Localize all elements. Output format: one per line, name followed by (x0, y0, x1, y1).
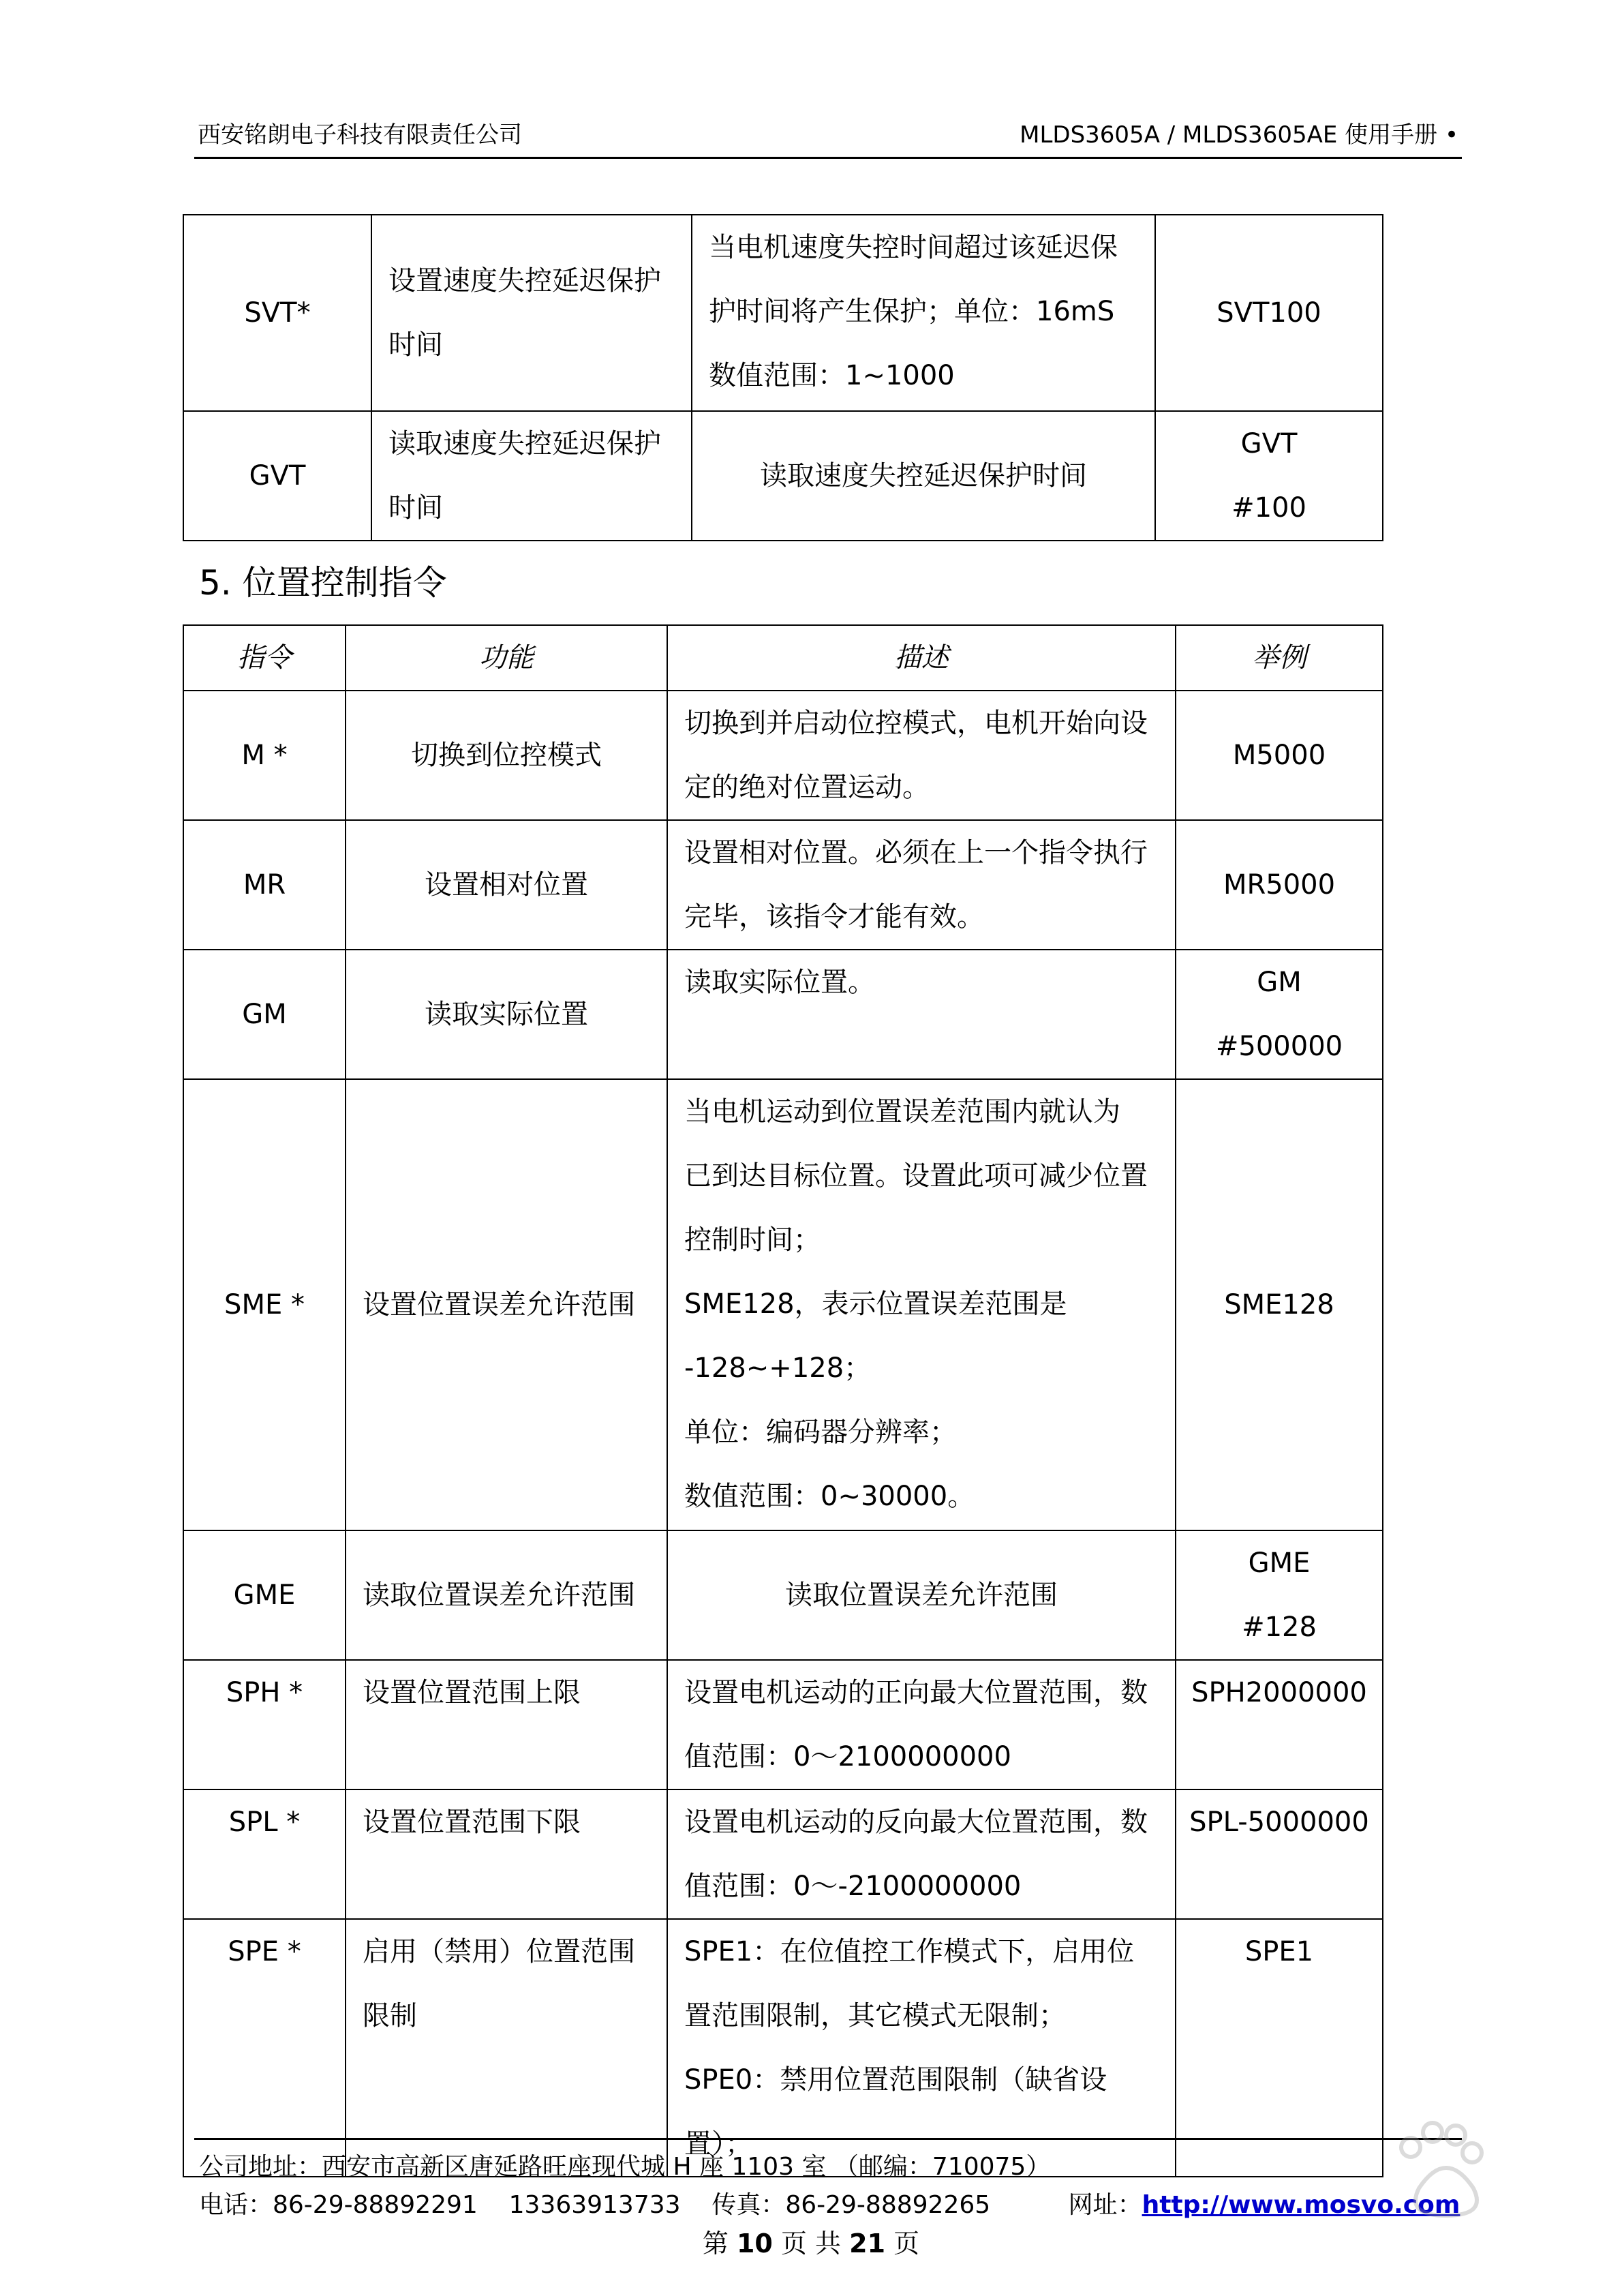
example-cell (1176, 1660, 1383, 1789)
description-cell-line: -128~+128； (684, 1353, 872, 1384)
description-cell-line: SPE0：禁用位置范围限制（缺省设置）； (684, 2064, 1107, 2160)
command-cell: SPH * (183, 1660, 346, 1789)
example-cell (1176, 1530, 1383, 1660)
command-cell: SVT* (183, 215, 371, 411)
description-cell-line: 设置电机运动的正向最大位置范围，数 (684, 1677, 1148, 1708)
command-cell: GM (183, 950, 346, 1079)
function-cell (346, 1079, 667, 1530)
description-cell-line: SPE1：在位值控工作模式下，启用位 (684, 1936, 1135, 1967)
example-cell (1176, 1079, 1383, 1530)
function-cell-line: 读取速度失控延迟保护 (388, 428, 661, 459)
description-cell (667, 1660, 1176, 1789)
description-cell-line: 设置电机运动的反向最大位置范围，数 (684, 1807, 1148, 1838)
example-cell-line: SVT100 (1216, 297, 1321, 329)
example-cell (1155, 215, 1383, 411)
description-cell-line: 数值范围：0~30000。 (684, 1481, 975, 1512)
example-cell-line: GVT (1240, 428, 1298, 459)
description-cell-line: 读取速度失控延迟保护时间 (760, 460, 1087, 492)
example-cell (1176, 820, 1383, 950)
description-cell (667, 820, 1176, 950)
description-cell-line: 控制时间； (684, 1224, 821, 1256)
command-cell: SPL * (183, 1789, 346, 1919)
example-cell (1176, 950, 1383, 1079)
example-cell-line: #500000 (1215, 1031, 1343, 1062)
function-cell (346, 820, 667, 950)
page-prefix: 第 (702, 2229, 737, 2259)
description-cell-line: 读取位置误差允许范围 (785, 1580, 1058, 1611)
command-cell: SPE * (183, 1919, 346, 2177)
function-cell (346, 1530, 667, 1660)
example-cell (1155, 411, 1383, 541)
header-company: 西安铭朗电子科技有限责任公司 (198, 121, 522, 149)
table-row (183, 215, 1383, 411)
example-cell-line: SPE1 (1244, 1936, 1314, 1967)
section-title: 5. 位置控制指令 (199, 563, 447, 603)
description-cell-line: 定的绝对位置运动。 (684, 772, 930, 803)
example-cell-line: MR5000 (1223, 869, 1336, 901)
table-row (183, 820, 1383, 950)
function-cell-line: 时间 (388, 492, 443, 524)
table-header-row (183, 625, 1383, 691)
description-cell-line: 设置相对位置。必须在上一个指令执行 (684, 837, 1148, 868)
function-cell-line: 设置相对位置 (425, 869, 588, 901)
description-cell (692, 411, 1155, 541)
example-cell-line: #100 (1231, 492, 1306, 524)
table-row (183, 1660, 1383, 1789)
function-cell-line: 设置速度失控延迟保护 (388, 265, 661, 297)
example-cell (1176, 691, 1383, 820)
description-cell-line: 读取实际位置。 (684, 967, 875, 998)
description-cell-line: 当电机速度失控时间超过该延迟保 (709, 232, 1118, 263)
description-cell-line: 完毕，该指令才能有效。 (684, 901, 984, 933)
function-cell-line: 切换到位控模式 (411, 740, 602, 771)
footer-phone: 电话：86-29-88892291 13363913733 传真：86-29-88892265 网址： (199, 2191, 1142, 2219)
header-example: 举例 (1176, 625, 1383, 691)
description-cell (667, 950, 1176, 1079)
function-cell (371, 411, 692, 541)
function-cell-line: 启用（禁用）位置范围 (363, 1936, 635, 1967)
footer-address: 公司地址：西安市高新区唐延路旺座现代城 H 座 1103 室 （邮编：710075） (199, 2153, 1051, 2181)
example-cell-line: M5000 (1232, 740, 1326, 771)
description-cell-line: 护时间将产生保护；单位：16mS (709, 296, 1115, 327)
example-cell-line: GM (1257, 967, 1302, 998)
function-cell-line: 设置位置误差允许范围 (363, 1289, 635, 1320)
function-cell-line: 设置位置范围上限 (363, 1677, 581, 1708)
example-cell-line: GME (1248, 1547, 1311, 1579)
description-cell-line: 值范围：0～2100000000 (684, 1741, 1011, 1772)
page-total: 21 (849, 2229, 886, 2259)
example-cell (1176, 1789, 1383, 1919)
table-row (183, 950, 1383, 1079)
function-cell (346, 691, 667, 820)
description-cell-line: 数值范围：1~1000 (709, 360, 955, 391)
function-cell-line: 读取实际位置 (425, 999, 588, 1030)
speed-command-table (183, 214, 1383, 541)
baidu-watermark-logo (1240, 2100, 1540, 2263)
description-cell (692, 215, 1155, 411)
header-function: 功能 (346, 625, 667, 691)
description-cell-line: 切换到并启动位控模式，电机开始向设 (684, 708, 1148, 739)
command-cell: GME (183, 1530, 346, 1660)
function-cell-line: 设置位置范围下限 (363, 1807, 581, 1838)
function-cell-line: 读取位置误差允许范围 (363, 1580, 635, 1611)
header-manual-title: MLDS3605A / MLDS3605AE 使用手册 • (1020, 121, 1458, 149)
header-command: 指令 (183, 625, 346, 691)
function-cell (346, 950, 667, 1079)
header-description: 描述 (667, 625, 1176, 691)
table-row (183, 691, 1383, 820)
command-cell: SME * (183, 1079, 346, 1530)
header-rule (194, 157, 1462, 159)
function-cell-line: 限制 (363, 2000, 417, 2031)
description-cell (667, 691, 1176, 820)
table-row (183, 1530, 1383, 1660)
table-row (183, 411, 1383, 541)
command-cell: MR (183, 820, 346, 950)
description-cell (667, 1079, 1176, 1530)
page-suffix: 页 (885, 2229, 920, 2259)
example-cell-line: SPL-5000000 (1189, 1807, 1369, 1838)
command-cell: M * (183, 691, 346, 820)
page-mid: 页 共 (772, 2229, 850, 2259)
table-row (183, 1079, 1383, 1530)
example-cell-line: #128 (1242, 1612, 1317, 1643)
example-cell-line: SPH2000000 (1191, 1677, 1367, 1708)
description-cell-line: SME128，表示位置误差范围是 (684, 1288, 1067, 1320)
website-link[interactable]: http://www.mosvo.com (1142, 2191, 1460, 2219)
description-cell (667, 1530, 1176, 1660)
function-cell (371, 215, 692, 411)
table-row (183, 1789, 1383, 1919)
description-cell-line: 已到达目标位置。设置此项可减少位置 (684, 1160, 1148, 1192)
example-cell-line: SME128 (1224, 1289, 1334, 1320)
description-cell (667, 1789, 1176, 1919)
description-cell-line: 当电机运动到位置误差范围内就认为 (684, 1096, 1120, 1128)
description-cell-line: 置范围限制，其它模式无限制； (684, 2000, 1066, 2031)
page-current: 10 (736, 2229, 773, 2259)
description-cell-line: 单位：编码器分辨率； (684, 1417, 957, 1448)
function-cell-line: 时间 (388, 329, 443, 361)
position-command-table (183, 624, 1383, 2177)
command-cell: GVT (183, 411, 371, 541)
function-cell (346, 1660, 667, 1789)
description-cell-line: 值范围：0～-2100000000 (684, 1871, 1022, 1902)
function-cell (346, 1789, 667, 1919)
